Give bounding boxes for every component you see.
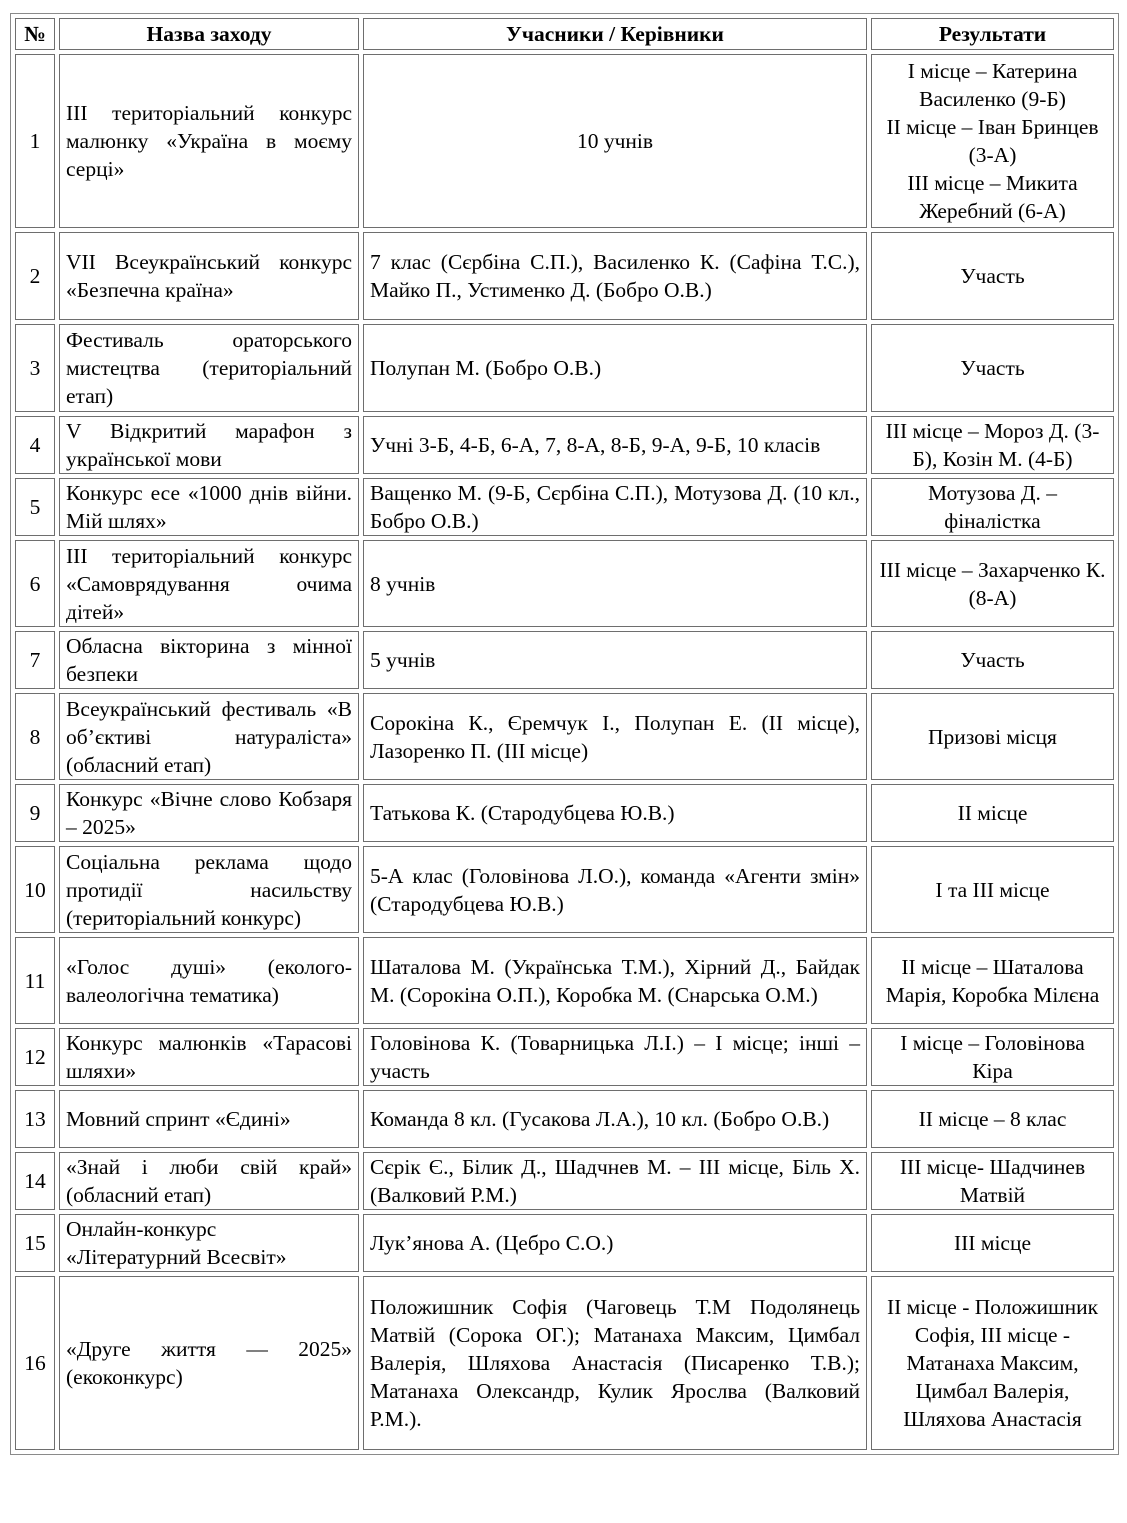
results-table-container bbox=[10, 13, 1117, 1455]
result-line: ІІІ місце- Шадчинев Матвій bbox=[899, 1155, 1086, 1207]
results-cell bbox=[871, 846, 1114, 933]
row-number: 14 bbox=[15, 1152, 55, 1210]
result-line: ІІ місце – Шаталова Марія, Коробка Мілєна bbox=[885, 954, 1100, 1007]
table-row bbox=[15, 232, 1114, 320]
event-name: «Голос душі» (еколого-валеологічна тематика) bbox=[59, 937, 359, 1024]
result-line: І місце – Головінова Кіра bbox=[900, 1031, 1085, 1083]
event-name: Конкурс есе «1000 днів війни. Мій шлях» bbox=[59, 478, 359, 536]
participants-cell: Головінова К. (Товарницька Л.І.) – І місце; інші – участь bbox=[363, 1028, 867, 1086]
result-line: ІІІ місце – Захарченко К. bbox=[879, 557, 1106, 582]
event-name: ІІІ територіальний конкурс малюнку «Україна в моєму серці» bbox=[59, 54, 359, 228]
results-cell bbox=[871, 693, 1114, 780]
results-cell bbox=[871, 631, 1114, 689]
event-name: V Відкритий марафон з української мови bbox=[59, 416, 359, 474]
table-row bbox=[15, 784, 1114, 842]
participants-cell: Положишник Софія (Чаговець Т.М Подолянець Матвій (Сорока ОГ.); Матанаха Максим, Цимбал Валерія, Шляхова Анастасія (Писаренко Т.В.); Матанаха Олександр, Кулик Ярослва (Валковий Р.М.). bbox=[363, 1276, 867, 1450]
event-name: Мовний спринт «Єдині» bbox=[59, 1090, 359, 1148]
participants-cell: Ващенко М. (9-Б, Сєрбіна С.П.), Мотузова Д. (10 кл., Бобро О.В.) bbox=[363, 478, 867, 536]
event-name: Конкурс «Вічне слово Кобзаря – 2025» bbox=[59, 784, 359, 842]
participants-cell: Татькова К. (Стародубцева Ю.В.) bbox=[363, 784, 867, 842]
event-name: Обласна вікторина з мінної безпеки bbox=[59, 631, 359, 689]
header-results: Результати bbox=[871, 18, 1114, 50]
results-cell bbox=[871, 540, 1114, 627]
results-cell bbox=[871, 1152, 1114, 1210]
row-number: 9 bbox=[15, 784, 55, 842]
row-number: 3 bbox=[15, 324, 55, 412]
result-line: ІІІ місце bbox=[953, 1231, 1032, 1255]
row-number: 12 bbox=[15, 1028, 55, 1086]
event-name: ІІІ територіальний конкурс «Самоврядування очима дітей» bbox=[59, 540, 359, 627]
results-cell bbox=[871, 54, 1114, 228]
table-row bbox=[15, 540, 1114, 627]
participants-cell: Команда 8 кл. (Гусакова Л.А.), 10 кл. (Бобро О.В.) bbox=[363, 1090, 867, 1148]
table-row bbox=[15, 324, 1114, 412]
table-row bbox=[15, 54, 1114, 228]
participants-cell: Лук’янова А. (Цебро С.О.) bbox=[363, 1214, 867, 1272]
participants-cell: Шаталова М. (Українська Т.М.), Хірний Д., Байдак М. (Сорокіна О.П.), Коробка М. (Снарська О.М.) bbox=[363, 937, 867, 1024]
row-number: 15 bbox=[15, 1214, 55, 1272]
table-row bbox=[15, 1028, 1114, 1086]
participants-cell: 8 учнів bbox=[363, 540, 867, 627]
row-number: 10 bbox=[15, 846, 55, 933]
results-cell bbox=[871, 784, 1114, 842]
result-line: ІІІ місце – Микита Жеребний (6-А) bbox=[907, 171, 1078, 223]
header-row bbox=[15, 18, 1114, 50]
result-line: Мотузова Д. – фіналістка bbox=[928, 481, 1057, 533]
result-line: І та ІІІ місце bbox=[935, 877, 1050, 902]
row-number: 4 bbox=[15, 416, 55, 474]
table-row bbox=[15, 631, 1114, 689]
participants-cell: 5-А клас (Головінова Л.О.), команда «Агенти змін» (Стародубцева Ю.В.) bbox=[363, 846, 867, 933]
table-row bbox=[15, 846, 1114, 933]
results-cell bbox=[871, 478, 1114, 536]
row-number: 1 bbox=[15, 54, 55, 228]
table-row bbox=[15, 693, 1114, 780]
event-name: Конкурс малюнків «Тарасові шляхи» bbox=[59, 1028, 359, 1086]
event-name: Онлайн-конкурс «Літературний Всесвіт» bbox=[59, 1214, 359, 1272]
results-cell bbox=[871, 937, 1114, 1024]
result-line: ІІІ місце – Мороз Д. (3-Б), Козін М. (4-Б) bbox=[885, 419, 1100, 471]
result-line: Призові місця bbox=[928, 724, 1057, 749]
result-line: Участь bbox=[960, 648, 1025, 672]
event-name: Соціальна реклама щодо протидії насильству (територіальний конкурс) bbox=[59, 846, 359, 933]
participants-cell: 10 учнів bbox=[363, 54, 867, 228]
table-row bbox=[15, 416, 1114, 474]
table-row bbox=[15, 1214, 1114, 1272]
table-row bbox=[15, 1276, 1114, 1450]
event-name: Всеукраїнський фестиваль «В об’єктиві натураліста» (обласний етап) bbox=[59, 693, 359, 780]
table-row bbox=[15, 478, 1114, 536]
participants-cell: Учні 3-Б, 4-Б, 6-А, 7, 8-А, 8-Б, 9-А, 9-Б, 10 класів bbox=[363, 416, 867, 474]
table-row bbox=[15, 1152, 1114, 1210]
header-participants: Учасники / Керівники bbox=[363, 18, 867, 50]
event-name: Фестиваль ораторського мистецтва (територіальний етап) bbox=[59, 324, 359, 412]
result-line: ІІ місце – 8 клас bbox=[918, 1107, 1067, 1131]
header-name: Назва заходу bbox=[59, 18, 359, 50]
results-cell bbox=[871, 1090, 1114, 1148]
row-number: 13 bbox=[15, 1090, 55, 1148]
results-cell bbox=[871, 232, 1114, 320]
row-number: 16 bbox=[15, 1276, 55, 1450]
results-cell bbox=[871, 1214, 1114, 1272]
row-number: 11 bbox=[15, 937, 55, 1024]
row-number: 6 bbox=[15, 540, 55, 627]
results-cell bbox=[871, 416, 1114, 474]
result-line: Участь bbox=[960, 264, 1025, 288]
results-table bbox=[10, 13, 1119, 1455]
result-line: (8-А) bbox=[968, 585, 1017, 610]
participants-cell: Сєрік Є., Білик Д., Шадчнев М. – ІІІ місце, Біль Х. (Валковий Р.М.) bbox=[363, 1152, 867, 1210]
result-line: Участь bbox=[960, 356, 1025, 380]
results-cell bbox=[871, 324, 1114, 412]
row-number: 8 bbox=[15, 693, 55, 780]
participants-cell: Сорокіна К., Єремчук І., Полупан Е. (ІІ місце), Лазоренко П. (ІІІ місце) bbox=[363, 693, 867, 780]
result-line: ІІ місце - Положишник Софія, ІІІ місце - Матанаха Максим, Цимбал Валерія, Шляхова Анастасія bbox=[886, 1295, 1099, 1431]
result-line: ІІ місце – Іван Бринцев (3-А) bbox=[886, 115, 1099, 167]
results-cell bbox=[871, 1028, 1114, 1086]
result-line: ІІ місце bbox=[957, 801, 1028, 825]
result-line: І місце – Катерина Василенко (9-Б) bbox=[907, 59, 1078, 111]
table-body bbox=[15, 54, 1114, 1450]
results-cell bbox=[871, 1276, 1114, 1450]
event-name: «Знай і люби свій край» (обласний етап) bbox=[59, 1152, 359, 1210]
table-row bbox=[15, 1090, 1114, 1148]
row-number: 5 bbox=[15, 478, 55, 536]
participants-cell: Полупан М. (Бобро О.В.) bbox=[363, 324, 867, 412]
table-row bbox=[15, 937, 1114, 1024]
row-number: 2 bbox=[15, 232, 55, 320]
event-name: VII Всеукраїнський конкурс «Безпечна країна» bbox=[59, 232, 359, 320]
header-num: № bbox=[15, 18, 55, 50]
row-number: 7 bbox=[15, 631, 55, 689]
event-name: «Друге життя — 2025» (екоконкурс) bbox=[59, 1276, 359, 1450]
participants-cell: 7 клас (Сєрбіна С.П.), Василенко К. (Сафіна Т.С.), Майко П., Устименко Д. (Бобро О.В.) bbox=[363, 232, 867, 320]
participants-cell: 5 учнів bbox=[363, 631, 867, 689]
